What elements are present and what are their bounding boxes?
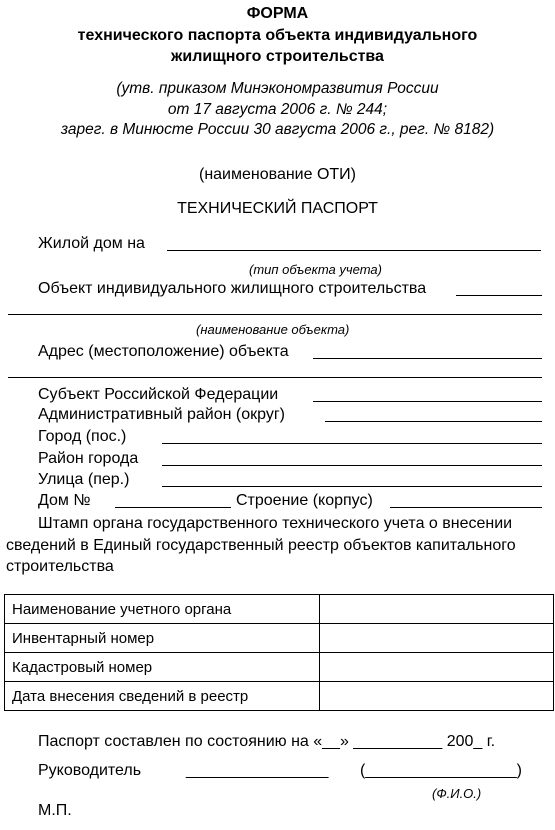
form-word: ФОРМА [246,5,309,22]
approval-line-2: от 17 августа 2006 г. № 244; [167,101,388,118]
oti-name-label: (наименование ОТИ) [198,166,356,183]
address-label: Адрес (местоположение) объекта [38,343,289,360]
table-cell-label: Инвентарный номер [5,624,320,653]
object-type-hint: (тип объекта учета) [249,262,382,277]
street-field[interactable] [162,486,542,487]
table-cell-value[interactable] [320,682,554,711]
title-line-1: технического паспорта объекта индивидуального [77,27,478,44]
individual-object-field[interactable] [456,295,542,296]
table-cell-label: Дата внесения сведений в реестр [5,682,320,711]
house-no-label: Дом № [38,492,91,509]
address-field[interactable] [313,358,542,359]
table-row [5,653,554,682]
street-label: Улица (пер.) [38,471,130,488]
table-cell-value[interactable] [320,595,554,624]
stamp-text-line-2: сведений в Единый государственный реестр объектов капитального [6,537,516,554]
table-cell-value[interactable] [320,653,554,682]
address-field-continued[interactable] [8,377,542,378]
city-district-label: Район города [38,450,139,467]
city-field[interactable] [162,443,542,444]
table-cell-value[interactable] [320,624,554,653]
stamp-text-line-1: Штамп органа государственного технического учета о внесении [38,515,513,532]
admin-district-field[interactable] [325,421,542,422]
passport-as-of: Паспорт составлен по состоянию на «__» __________ 200_ г. [38,733,496,750]
residential-house-field[interactable] [167,250,541,251]
building-label: Строение (корпус) [236,492,373,509]
building-field[interactable] [390,507,542,508]
house-no-field[interactable] [115,507,231,508]
fio-hint: (Ф.И.О.) [432,786,482,801]
head-label: Руководитель [38,762,142,779]
city-label: Город (пос.) [38,428,127,445]
passport-title: ТЕХНИЧЕСКИЙ ПАСПОРТ [177,200,378,217]
residential-house-label: Жилой дом на [38,235,145,252]
individual-object-label: Объект индивидуального жилищного строительства [38,280,427,297]
seal-label: М.П. [38,802,72,819]
table-row [5,624,554,653]
fio-field[interactable]: (_________________) [360,762,522,779]
object-name-field[interactable] [8,314,542,315]
title-line-2: жилищного строительства [171,48,384,65]
table-cell-label: Наименование учетного органа [5,595,320,624]
registry-table [4,594,554,711]
subject-rf-label: Субъект Российской Федерации [38,386,279,403]
approval-line-1: (утв. приказом Минэкономразвития России [116,80,439,97]
approval-line-3: зарег. в Минюсте России 30 августа 2006 г., рег. № 8182) [60,121,495,138]
subject-rf-field[interactable] [313,401,542,402]
table-row [5,682,554,711]
object-name-hint: (наименование объекта) [196,322,350,337]
stamp-text-line-3: строительства [6,558,114,575]
admin-district-label: Административный район (округ) [38,406,285,423]
head-signature-field[interactable]: ________________ [186,762,329,779]
city-district-field[interactable] [162,465,542,466]
table-cell-label: Кадастровый номер [5,653,320,682]
table-row [5,595,554,624]
